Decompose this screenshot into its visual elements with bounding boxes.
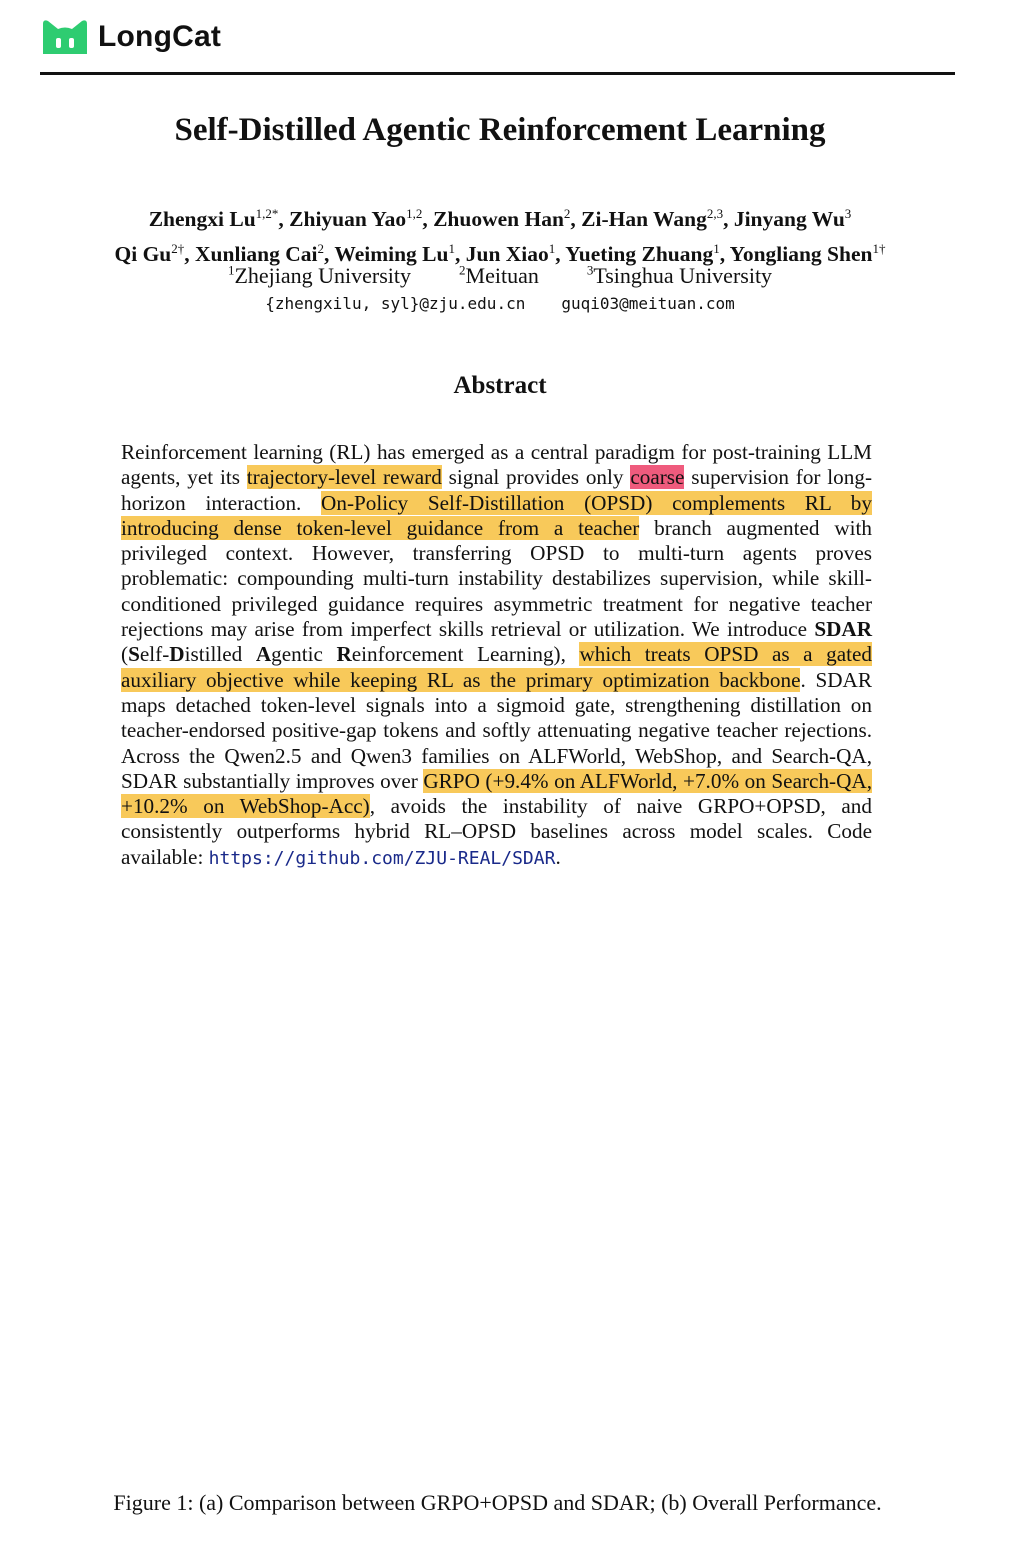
abstract-text: istilled xyxy=(184,642,256,667)
abstract-text: einforcement Learning), xyxy=(351,642,580,667)
longcat-logo xyxy=(40,18,221,56)
author-line-1: Zhengxi $Lu^{1,2*}$, Zhiyuan Yao$^{1,2}$, Zhuowen Han$^2$, Zi-Han Wang$^{2,3}$, Jinyang Wu$^3$ xyxy=(148,206,852,232)
abstract-body xyxy=(121,440,872,871)
affiliation-name: Tsinghua University xyxy=(593,263,773,289)
author-name: Zhiyuan Yao xyxy=(289,207,407,232)
affiliation xyxy=(459,263,539,288)
abstract-heading: Abstract xyxy=(453,372,547,399)
bold-span: A xyxy=(255,642,272,667)
author-affil-sup: 1,2* xyxy=(255,206,279,221)
author-name: Qi Gu xyxy=(114,242,172,267)
highlight-span: GRPO (+9.4% on ALFWorld, +7.0% on Search-QA, +10.2% on WebShop-Acc) xyxy=(121,768,873,819)
figure-1 xyxy=(0,980,1032,1480)
author-name: Jun Xiao xyxy=(465,242,549,267)
abstract-text: . xyxy=(555,844,561,869)
author-name: Weiming Lu xyxy=(334,242,449,267)
affiliation-sup: 1 xyxy=(227,263,235,278)
author-affil-sup: 1 xyxy=(713,241,720,257)
affiliations xyxy=(0,263,1000,289)
abstract-text: , avoids the instability of naive GRPO+OPSD, and consistently outperforms hybrid RL–OPSD baselines across model scales. Code available: xyxy=(121,794,872,869)
cat-logo-icon xyxy=(40,18,90,56)
affiliation-sup: 3 xyxy=(586,263,594,278)
bold-span: S xyxy=(128,642,140,667)
highlight-span: trajectory-level reward xyxy=(246,465,442,490)
bold-span: D xyxy=(169,642,185,667)
author-emails xyxy=(0,294,1000,313)
abstract-text: elf- xyxy=(139,642,170,667)
affiliation xyxy=(587,263,772,288)
line1-author xyxy=(433,207,570,231)
highlight-red-span: coarse xyxy=(630,465,685,490)
figure-caption: Figure 1: (a) Comparison between GRPO+OPSD and SDAR; (b) Overall Performance. xyxy=(113,1490,882,1515)
author-name: Jinyang Wu xyxy=(733,207,845,232)
abstract-text: gentic xyxy=(271,642,337,667)
author-affil-sup: 2 xyxy=(563,206,571,221)
abstract-text: . SDAR maps detached token-level signals into a sigmoid gate, strengthening distillation on teacher-endorsed positive-gap tokens and softly attenuating negative teacher rejections. Across the Qwen2.5 and Qwen3 families on ALFWorld, WebShop, and Search-QA, SDAR substantially improves over xyxy=(121,667,872,793)
highlight-span: On-Policy Self-Distillation (OPSD) complements RL by introducing dense token-level guidance from a teacher xyxy=(121,490,872,540)
email: guqi03@meituan.com xyxy=(561,294,735,313)
author-line-2: Qi $Gu^{2\dagger}$, Xunliang Cai$^2$, Weiming Lu$^1$, Jun Xiao$^1$, Yueting Zhuang$^1$, Yongliang Shen$^{1\dagger}$ xyxy=(114,241,886,267)
author-affil-sup: 1† xyxy=(872,241,886,257)
highlight-span: which treats OPSD as a gated auxiliary objective while keeping RL as the primary optimization backbone xyxy=(121,642,872,692)
author-affil-sup: 2,3 xyxy=(706,206,724,221)
author-affil-sup: 1 xyxy=(448,241,455,257)
author-name: Xunliang Cai xyxy=(195,242,318,267)
brand-name: LongCat xyxy=(98,20,222,53)
abstract-text: Reinforcement learning (RL) has emerged as a central paradigm for post-training LLM agents, yet its xyxy=(121,440,872,490)
author-name: Yueting Zhuang xyxy=(565,242,714,267)
affiliation-name: Zhejiang University xyxy=(234,263,412,289)
email: {zhengxilu, syl}@zju.edu.cn xyxy=(265,294,526,313)
line1-author xyxy=(581,207,723,231)
line1-author xyxy=(734,207,851,231)
author-affil-sup: 1 xyxy=(548,241,556,257)
author-affil-sup: 2† xyxy=(171,241,185,257)
abstract-text: supervision for long-horizon interaction. xyxy=(121,465,873,515)
affiliation-name: Meituan xyxy=(465,263,539,289)
affiliation-sup: 2 xyxy=(459,263,466,278)
bold-span: R xyxy=(336,642,352,667)
author-affil-sup: 2 xyxy=(317,241,325,257)
author-name: Zhuowen Han xyxy=(433,207,564,232)
paper-title: Self-Distilled Agentic Reinforcement Learning xyxy=(174,112,826,148)
line1-author xyxy=(149,207,279,231)
page-header xyxy=(40,14,955,75)
abstract-text: signal provides only xyxy=(441,465,631,490)
author-list xyxy=(0,199,1000,269)
code-link[interactable]: https://github.com/ZJU-REAL/SDAR xyxy=(208,847,556,869)
line1-author xyxy=(289,207,422,231)
bold-span: SDAR xyxy=(814,617,872,642)
author-affil-sup: 1,2 xyxy=(406,206,423,221)
affiliation xyxy=(228,263,411,288)
abstract-text: branch augmented with privileged context. However, transferring OPSD to multi-turn agents proves problematic: compounding multi-turn instability destabilizes supervision, while skill-conditioned privileged guidance requires asymmetric treatment for negative teacher rejections may arise from imperfect skills retrieval or utilization. We introduce xyxy=(121,515,872,642)
author-affil-sup: 3 xyxy=(844,206,852,221)
author-name: Zhengxi Lu xyxy=(148,207,256,232)
abstract-text: ( xyxy=(121,642,129,667)
author-name: Zi-Han Wang xyxy=(581,207,707,232)
author-name: Yongliang Shen xyxy=(729,242,873,267)
